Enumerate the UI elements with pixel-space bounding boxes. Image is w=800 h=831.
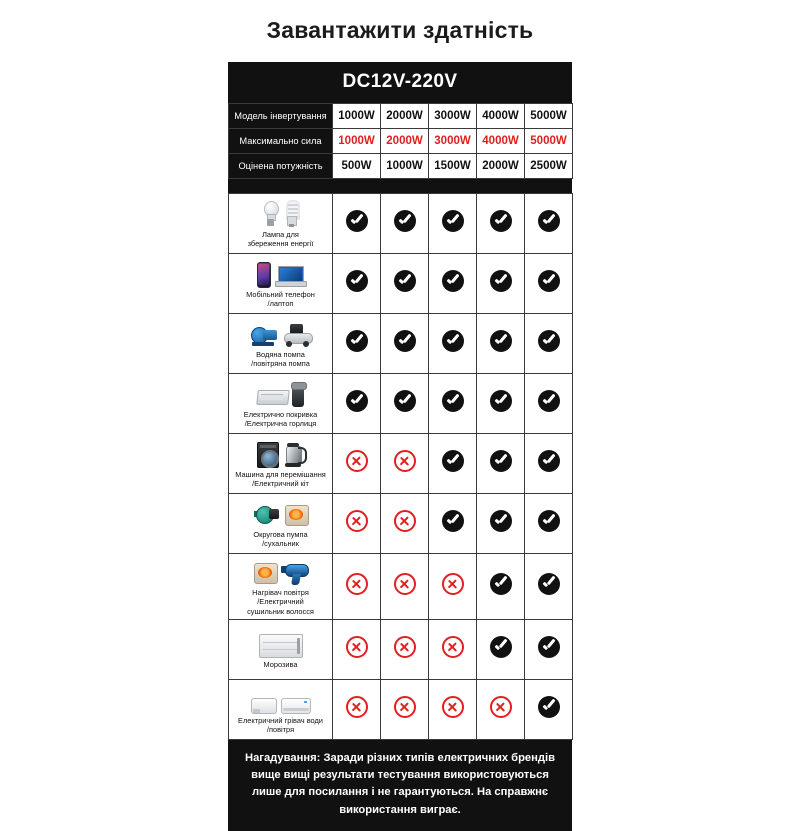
row-label: Лампа для збереження енергії xyxy=(247,229,314,248)
check-icon xyxy=(442,390,464,412)
row-label-cell xyxy=(229,374,333,434)
cross-icon xyxy=(346,573,368,595)
cross-icon xyxy=(346,696,368,718)
row-label-cell xyxy=(229,679,333,739)
electric-blanket-icon xyxy=(257,386,287,408)
support-cell xyxy=(525,194,573,254)
row-label: Машина для перемішання /Електричний кіт xyxy=(235,469,326,488)
check-icon xyxy=(394,210,416,232)
support-cell xyxy=(525,314,573,374)
support-cell xyxy=(333,679,381,739)
check-icon xyxy=(346,210,368,232)
table-row-inverter-model xyxy=(229,104,573,129)
support-cell xyxy=(381,434,429,494)
row-label-cell xyxy=(229,619,333,679)
support-cell xyxy=(429,314,477,374)
appliance-table-body xyxy=(229,194,573,740)
row-label: Мобільний телефон /лаптоп xyxy=(246,289,315,308)
check-icon xyxy=(442,510,464,532)
support-cell xyxy=(525,374,573,434)
table-row xyxy=(229,254,573,314)
check-icon xyxy=(490,270,512,292)
support-cell xyxy=(525,554,573,620)
row-icons xyxy=(232,628,329,658)
cross-icon xyxy=(346,510,368,532)
cross-icon xyxy=(394,696,416,718)
check-icon xyxy=(538,696,560,718)
reminder-note: Нагадування: Заради різних типів електричних брендів вище вищі результати тестування використовуються лише для посилання і не гарантуються. На справжнє використання виграє. xyxy=(228,740,572,831)
support-cell xyxy=(429,679,477,739)
row-label: Електрично покривка /Електрична горлиця xyxy=(243,409,318,428)
support-cell xyxy=(477,374,525,434)
table-header-title: DC12V-220V xyxy=(342,71,458,92)
row-label-cell xyxy=(229,314,333,374)
check-icon xyxy=(346,390,368,412)
row-icons xyxy=(232,318,329,348)
check-icon xyxy=(538,270,560,292)
row-icons xyxy=(232,438,329,468)
support-cell xyxy=(429,374,477,434)
freezer-icon xyxy=(259,634,303,658)
row-label: Округова пумпа /сухальник xyxy=(253,529,308,548)
support-cell xyxy=(381,554,429,620)
row-icons xyxy=(232,498,329,528)
cell-value: 5000W xyxy=(525,104,573,129)
row-label: Електричний грівач води /повітря xyxy=(238,715,323,734)
row-label-cell xyxy=(229,194,333,254)
support-cell xyxy=(333,494,381,554)
support-cell xyxy=(525,619,573,679)
cross-icon xyxy=(394,573,416,595)
water-pump-icon xyxy=(249,322,279,348)
check-icon xyxy=(346,270,368,292)
support-cell xyxy=(381,679,429,739)
support-cell xyxy=(381,619,429,679)
row-label-cell xyxy=(229,254,333,314)
support-cell xyxy=(333,194,381,254)
cross-icon xyxy=(442,636,464,658)
electric-kettle-icon xyxy=(283,442,305,468)
support-cell xyxy=(525,434,573,494)
check-icon xyxy=(394,330,416,352)
check-icon xyxy=(538,390,560,412)
support-cell xyxy=(429,619,477,679)
hair-dryer-icon xyxy=(281,562,309,586)
support-cell xyxy=(333,554,381,620)
cell-value: 5000W xyxy=(525,129,573,154)
check-icon xyxy=(538,573,560,595)
smartphone-icon xyxy=(257,262,271,288)
washing-machine-icon xyxy=(257,442,279,468)
support-cell xyxy=(525,254,573,314)
table-divider xyxy=(228,179,572,193)
support-cell xyxy=(381,374,429,434)
row-icons xyxy=(232,378,329,408)
cell-value: 3000W xyxy=(429,104,477,129)
check-icon xyxy=(538,450,560,472)
row-label: Нагрівач повітря /Електричний сушильник волосся xyxy=(247,588,314,616)
cell-value: 1500W xyxy=(429,154,477,179)
cross-icon xyxy=(394,450,416,472)
check-icon xyxy=(442,330,464,352)
check-icon xyxy=(538,330,560,352)
support-cell xyxy=(429,254,477,314)
row-icons xyxy=(232,556,329,586)
check-icon xyxy=(346,330,368,352)
check-icon xyxy=(394,390,416,412)
air-heater-icon xyxy=(253,560,277,586)
check-icon xyxy=(394,270,416,292)
row-label: Модель інвертування xyxy=(229,104,333,129)
table-row xyxy=(229,679,573,739)
laptop-icon xyxy=(275,266,305,288)
support-cell xyxy=(333,254,381,314)
cell-value: 500W xyxy=(333,154,381,179)
row-label: Водяна помпа /повітряна помпа xyxy=(251,349,310,368)
check-icon xyxy=(490,510,512,532)
table-row xyxy=(229,374,573,434)
water-heater-icon xyxy=(251,698,277,714)
cross-icon xyxy=(394,510,416,532)
check-icon xyxy=(490,330,512,352)
cell-value: 4000W xyxy=(477,104,525,129)
support-cell xyxy=(477,494,525,554)
check-icon xyxy=(490,210,512,232)
support-cell xyxy=(381,494,429,554)
cross-icon xyxy=(442,573,464,595)
table-row xyxy=(229,619,573,679)
shaver-icon xyxy=(291,382,305,408)
page-title: Завантажити здатність xyxy=(266,17,534,43)
support-cell xyxy=(477,619,525,679)
cross-icon xyxy=(346,636,368,658)
cross-icon xyxy=(346,450,368,472)
support-cell xyxy=(333,374,381,434)
row-label: Оцінена потужність xyxy=(229,154,333,179)
check-icon xyxy=(490,450,512,472)
support-cell xyxy=(477,194,525,254)
table-row xyxy=(229,314,573,374)
support-cell xyxy=(381,314,429,374)
support-cell xyxy=(477,554,525,620)
spec-table-body xyxy=(229,104,573,179)
support-cell xyxy=(477,434,525,494)
check-icon xyxy=(538,210,560,232)
bulb-icon xyxy=(262,201,279,228)
cell-value: 3000W xyxy=(429,129,477,154)
circulation-pump-icon xyxy=(254,502,280,528)
table-row xyxy=(229,434,573,494)
support-cell xyxy=(429,194,477,254)
check-icon xyxy=(490,636,512,658)
support-cell xyxy=(477,254,525,314)
row-label-cell xyxy=(229,554,333,620)
table-row xyxy=(229,194,573,254)
cell-value: 2000W xyxy=(381,129,429,154)
support-cell xyxy=(525,494,573,554)
cell-value: 4000W xyxy=(477,129,525,154)
spec-table xyxy=(228,103,573,179)
row-icons xyxy=(232,198,329,228)
cross-icon xyxy=(394,636,416,658)
check-icon xyxy=(538,510,560,532)
support-cell xyxy=(333,434,381,494)
cell-value: 1000W xyxy=(381,154,429,179)
table-row xyxy=(229,554,573,620)
cell-value: 1000W xyxy=(333,129,381,154)
cell-value: 1000W xyxy=(333,104,381,129)
row-label: Максимально сила xyxy=(229,129,333,154)
cell-value: 2000W xyxy=(381,104,429,129)
support-cell xyxy=(333,619,381,679)
support-cell xyxy=(429,434,477,494)
appliance-table xyxy=(228,193,573,740)
row-icons xyxy=(232,258,329,288)
check-icon xyxy=(442,450,464,472)
support-cell xyxy=(429,554,477,620)
row-label-cell xyxy=(229,434,333,494)
support-cell xyxy=(429,494,477,554)
air-conditioner-icon xyxy=(281,698,311,714)
load-capacity-table xyxy=(228,62,572,831)
support-cell xyxy=(381,254,429,314)
support-cell xyxy=(477,314,525,374)
check-icon xyxy=(538,636,560,658)
row-label: Морозива xyxy=(263,660,298,670)
check-icon xyxy=(442,210,464,232)
table-row-rated-power xyxy=(229,154,573,179)
air-compressor-icon xyxy=(283,322,313,348)
support-cell xyxy=(381,194,429,254)
support-cell xyxy=(477,679,525,739)
table-row xyxy=(229,494,573,554)
cross-icon xyxy=(442,696,464,718)
row-icons xyxy=(232,684,329,714)
cfl-bulb-icon xyxy=(283,200,299,228)
table-row-peak-power xyxy=(229,129,573,154)
cell-value: 2500W xyxy=(525,154,573,179)
dryer-icon xyxy=(284,502,308,528)
row-label-cell xyxy=(229,494,333,554)
support-cell xyxy=(525,679,573,739)
check-icon xyxy=(490,573,512,595)
cell-value: 2000W xyxy=(477,154,525,179)
check-icon xyxy=(490,390,512,412)
cross-icon xyxy=(490,696,512,718)
support-cell xyxy=(333,314,381,374)
check-icon xyxy=(442,270,464,292)
